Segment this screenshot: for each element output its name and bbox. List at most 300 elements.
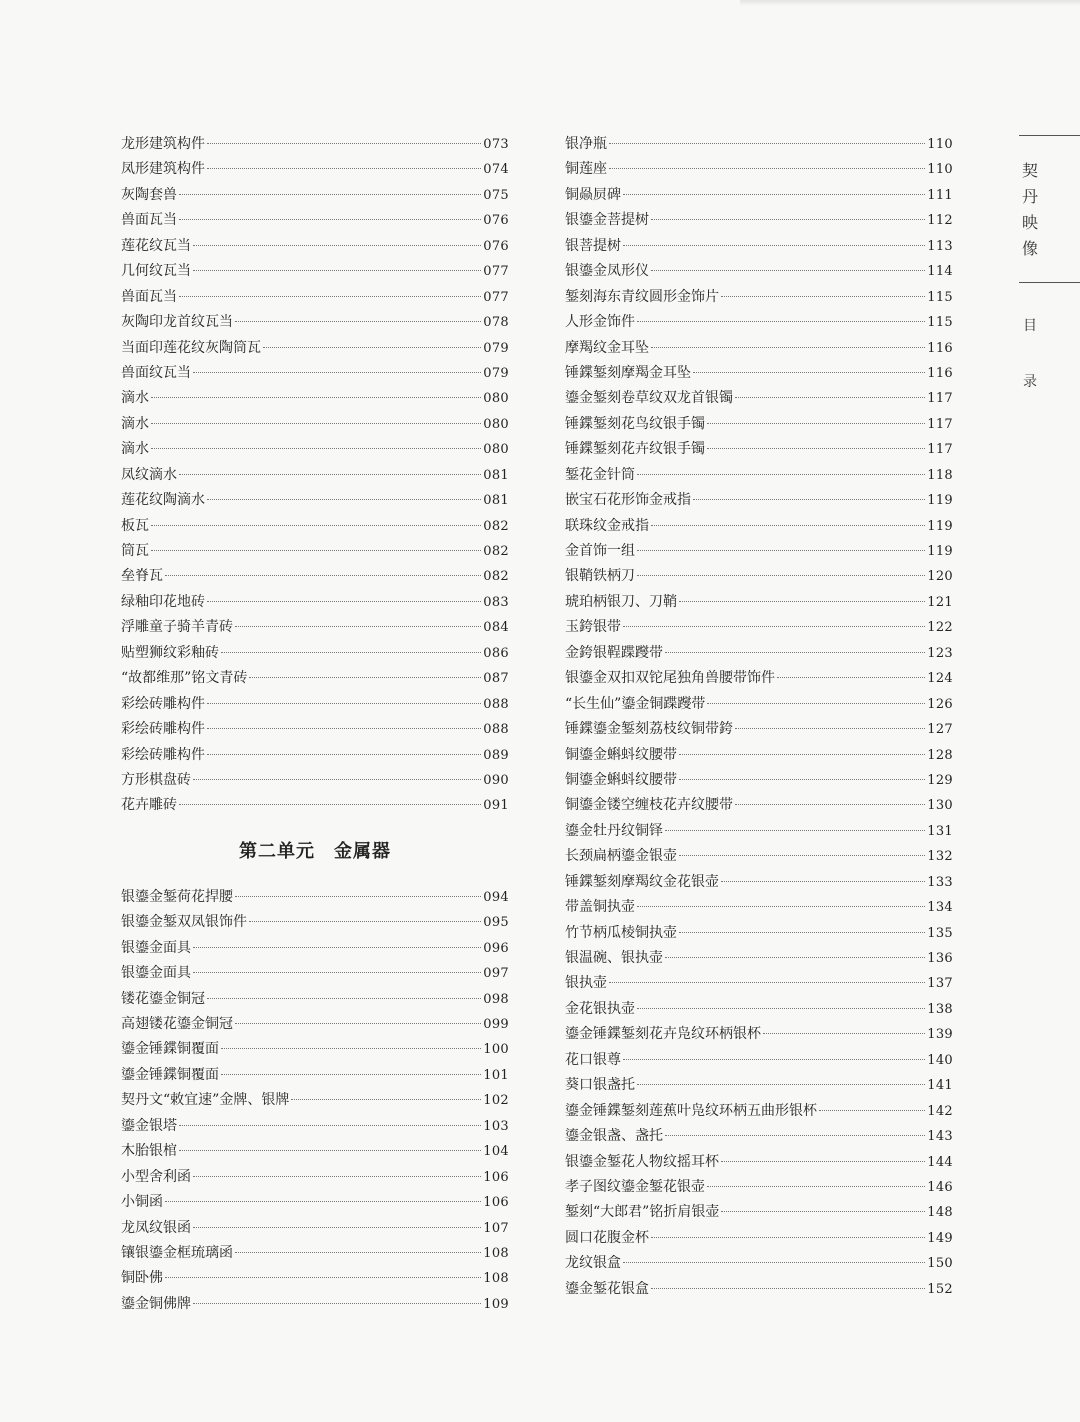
toc-entry-page: 132 [927, 849, 953, 865]
toc-entry-page: 148 [927, 1205, 953, 1221]
toc-entry [565, 539, 953, 564]
toc-entry-page: 095 [483, 915, 509, 931]
toc-leader-dots [179, 296, 481, 297]
toc-entry [121, 936, 509, 961]
toc-leader-dots [651, 347, 925, 348]
toc-list-continued [565, 132, 953, 1302]
toc-entry-title: 鎏金錾刻卷草纹双龙首银镯 [565, 390, 733, 407]
toc-entry-page: 104 [483, 1144, 509, 1160]
toc-leader-dots [207, 143, 481, 144]
toc-entry-page: 078 [483, 315, 509, 331]
toc-entry [565, 1022, 953, 1047]
toc-entry-title: 滴水 [121, 390, 149, 407]
toc-entry-title: 铜鎏金蝌蚪纹腰带 [565, 746, 677, 763]
toc-leader-dots [235, 1252, 481, 1253]
toc-entry-title: 彩绘砖雕构件 [121, 695, 205, 712]
toc-entry-page: 149 [927, 1230, 953, 1246]
toc-entry-title: 龙凤纹银函 [121, 1219, 191, 1236]
toc-entry [565, 1200, 953, 1225]
toc-entry-page: 082 [483, 518, 509, 534]
toc-entry-title: 小型舍利函 [121, 1168, 191, 1185]
toc-entry [121, 208, 509, 233]
toc-entry-title: 银鎏金面具 [121, 939, 191, 956]
toc-entry-page: 086 [483, 645, 509, 661]
toc-entry-title: 灰陶套兽 [121, 186, 177, 203]
toc-entry-page: 081 [483, 493, 509, 509]
toc-leader-dots [763, 1033, 925, 1034]
toc-entry-page: 097 [483, 966, 509, 982]
toc-leader-dots [207, 499, 481, 500]
toc-entry [565, 946, 953, 971]
toc-entry-title: 彩绘砖雕构件 [121, 746, 205, 763]
toc-entry-page: 121 [927, 594, 953, 610]
toc-entry [565, 412, 953, 437]
toc-entry [121, 132, 509, 157]
toc-entry [121, 910, 509, 935]
toc-entry [565, 768, 953, 793]
toc-entry-title: 莲花纹瓦当 [121, 237, 191, 254]
toc-leader-dots [623, 1262, 925, 1263]
toc-leader-dots [735, 397, 925, 398]
toc-entry [565, 386, 953, 411]
toc-entry-page: 106 [483, 1195, 509, 1211]
toc-entry-page: 150 [927, 1256, 953, 1272]
toc-entry-page: 120 [927, 569, 953, 585]
toc-entry [565, 1251, 953, 1276]
toc-entry-title: 花口银尊 [565, 1051, 621, 1068]
toc-entry-page: 119 [927, 493, 953, 509]
toc-entry-page: 135 [927, 925, 953, 941]
toc-leader-dots [679, 779, 925, 780]
toc-entry-title: 浮雕童子骑羊青砖 [121, 619, 233, 636]
toc-entry-page: 087 [483, 671, 509, 687]
toc-entry-page: 081 [483, 467, 509, 483]
toc-entry-title: 银鎏金面具 [121, 965, 191, 982]
toc-entry [565, 641, 953, 666]
toc-leader-dots [721, 1161, 925, 1162]
toc-entry-title: 鎏金錾花银盒 [565, 1280, 649, 1297]
toc-entry [121, 285, 509, 310]
toc-entry-title: 银执壶 [565, 975, 607, 992]
sidebar-section-label-mu: 目 [1023, 318, 1037, 334]
toc-leader-dots [679, 601, 925, 602]
toc-leader-dots [637, 575, 925, 576]
toc-entry [565, 921, 953, 946]
toc-leader-dots [151, 423, 481, 424]
toc-entry-page: 091 [483, 798, 509, 814]
toc-entry-page: 133 [927, 874, 953, 890]
toc-entry-title: 高翅镂花鎏金铜冠 [121, 1016, 233, 1032]
toc-leader-dots [819, 1110, 925, 1111]
toc-entry-title: 镶银鎏金框琉璃函 [121, 1244, 233, 1261]
toc-entry-title: 玉銙银带 [565, 619, 621, 636]
toc-leader-dots [193, 972, 481, 973]
toc-entry-title: 筒瓦 [121, 543, 149, 559]
toc-leader-dots [193, 270, 481, 271]
toc-entry-page: 140 [927, 1052, 953, 1068]
toc-entry-title: 錾刻“大郎君”铭折肩银壶 [565, 1204, 720, 1221]
page-top-shadow [740, 0, 1080, 6]
toc-entry-title: 摩羯纹金耳坠 [565, 339, 649, 356]
toc-entry-page: 096 [483, 940, 509, 956]
toc-entry [565, 259, 953, 284]
toc-entry-title: 龙形建筑构件 [121, 136, 205, 152]
toc-leader-dots [623, 245, 925, 246]
toc-leader-dots [235, 1023, 481, 1024]
toc-entry-page: 126 [927, 696, 953, 712]
toc-leader-dots [637, 906, 925, 907]
toc-leader-dots [637, 321, 925, 322]
toc-leader-dots [207, 601, 481, 602]
toc-entry-page: 109 [483, 1296, 509, 1312]
toc-entry [121, 157, 509, 182]
toc-entry [565, 1048, 953, 1073]
toc-entry-title: 铜鎏金蝌蚪纹腰带 [565, 771, 677, 788]
toc-entry [121, 1114, 509, 1139]
toc-entry-title: 锤鍱錾刻花卉纹银手镯 [565, 441, 705, 458]
toc-entry [565, 157, 953, 182]
toc-entry-page: 123 [927, 645, 953, 661]
toc-entry-title: 圆口花腹金杯 [565, 1229, 649, 1246]
toc-entry [121, 361, 509, 386]
toc-entry-page: 136 [927, 951, 953, 966]
toc-entry-title: 葵口银盏托 [565, 1077, 635, 1094]
toc-entry [565, 336, 953, 361]
toc-entry-title: 鎏金牡丹纹铜铎 [565, 822, 663, 839]
toc-entry-title: 锤鍱錾刻摩羯纹金花银壶 [565, 873, 719, 890]
toc-entry [121, 259, 509, 284]
toc-entry-title: 龙纹银盒 [565, 1255, 621, 1272]
toc-entry [565, 1150, 953, 1175]
toc-leader-dots [609, 982, 925, 983]
toc-entry-title: 兽面瓦当 [121, 212, 177, 229]
toc-entry-page: 146 [927, 1179, 953, 1195]
toc-entry [565, 997, 953, 1022]
toc-leader-dots [179, 804, 481, 805]
toc-leader-dots [193, 372, 481, 373]
toc-leader-dots [777, 677, 925, 678]
toc-leader-dots [665, 1135, 925, 1136]
toc-entry-title: 鎏金锤鍱錾刻花卉凫纹环柄银杯 [565, 1026, 761, 1043]
toc-entry-page: 101 [483, 1067, 509, 1083]
toc-leader-dots [151, 550, 481, 551]
toc-list-unit-two [121, 885, 509, 1317]
toc-entry-title: “长生仙”鎏金铜蹀躞带 [565, 695, 706, 712]
toc-entry-page: 115 [927, 289, 953, 305]
toc-leader-dots [609, 168, 925, 169]
toc-leader-dots [707, 1186, 925, 1187]
toc-entry-title: 铜卧佛 [121, 1270, 163, 1287]
toc-leader-dots [637, 474, 925, 475]
toc-entry-page: 079 [483, 340, 509, 356]
toc-entry [565, 1226, 953, 1251]
toc-entry-title: 当面印莲花纹灰陶筒瓦 [121, 339, 261, 356]
toc-entry [565, 488, 953, 513]
toc-entry-title: 金首饰一组 [565, 543, 635, 559]
toc-leader-dots [707, 703, 925, 704]
toc-leader-dots [193, 245, 481, 246]
toc-entry [121, 717, 509, 742]
toc-leader-dots [249, 921, 481, 922]
toc-entry-title: 绿釉印花地砖 [121, 593, 205, 610]
toc-entry-title: 鎏金银盏、盏托 [565, 1128, 663, 1145]
toc-entry-title: 板瓦 [121, 517, 149, 534]
toc-entry [565, 183, 953, 208]
toc-entry-page: 080 [483, 416, 509, 432]
toc-entry-page: 088 [483, 722, 509, 738]
toc-entry-page: 130 [927, 798, 953, 814]
toc-entry-page: 077 [483, 264, 509, 280]
toc-entry [565, 1124, 953, 1149]
toc-entry [565, 1277, 953, 1302]
toc-entry-page: 119 [927, 518, 953, 534]
toc-leader-dots [735, 804, 925, 805]
toc-entry [565, 844, 953, 869]
toc-entry-title: 莲花纹陶滴水 [121, 492, 205, 509]
toc-leader-dots [679, 754, 925, 755]
toc-entry-page: 118 [927, 467, 953, 483]
toc-entry [121, 1012, 509, 1037]
toc-entry [121, 1165, 509, 1190]
toc-entry-title: 竹节柄瓜棱铜执壶 [565, 924, 677, 941]
toc-entry-title: 锤鍱錾刻摩羯金耳坠 [565, 364, 691, 381]
toc-leader-dots [207, 703, 481, 704]
toc-entry [565, 590, 953, 615]
toc-entry-title: 锤鍱鎏金錾刻荔枝纹铜带銙 [565, 721, 733, 738]
toc-entry [121, 386, 509, 411]
toc-entry [121, 768, 509, 793]
toc-entry-title: 灰陶印龙首纹瓦当 [121, 314, 233, 331]
toc-leader-dots [249, 677, 481, 678]
toc-leader-dots [151, 525, 481, 526]
toc-entry-page: 076 [483, 238, 509, 254]
toc-entry-page: 138 [927, 1001, 953, 1017]
toc-entry-title: 银鎏金錾双凤银饰件 [121, 914, 247, 931]
toc-entry-title: 兽面瓦当 [121, 288, 177, 305]
toc-entry-page: 152 [927, 1281, 953, 1297]
sidebar-rule-top [1019, 135, 1080, 136]
toc-leader-dots [651, 1237, 925, 1238]
toc-leader-dots [193, 947, 481, 948]
toc-entry-page: 090 [483, 772, 509, 788]
toc-entry-page: 144 [927, 1154, 953, 1170]
toc-entry-title: 契丹文“敕宜速”金牌、银牌 [121, 1092, 290, 1109]
toc-entry-page: 137 [927, 976, 953, 992]
toc-entry-page: 122 [927, 620, 953, 636]
toc-entry [565, 1073, 953, 1098]
toc-entry [121, 885, 509, 910]
toc-entry-page: 143 [927, 1129, 953, 1145]
toc-leader-dots [151, 397, 481, 398]
toc-entry [565, 819, 953, 844]
toc-entry-title: 长颈扁柄鎏金银壶 [565, 848, 677, 865]
toc-list-unit-one [121, 132, 509, 819]
toc-entry-title: 垒脊瓦 [121, 568, 163, 585]
toc-entry-title: 银鞘铁柄刀 [565, 568, 635, 585]
toc-entry-title: 银鎏金錾花人物纹摇耳杯 [565, 1153, 719, 1170]
toc-entry-title: 银鎏金菩提树 [565, 212, 649, 229]
toc-entry-page: 080 [483, 391, 509, 407]
toc-entry [121, 1216, 509, 1241]
toc-entry-page: 083 [483, 594, 509, 610]
toc-entry [565, 895, 953, 920]
toc-leader-dots [235, 896, 481, 897]
toc-entry-page: 076 [483, 213, 509, 229]
toc-leader-dots [665, 830, 925, 831]
toc-leader-dots [221, 652, 481, 653]
toc-leader-dots [707, 423, 925, 424]
toc-leader-dots [291, 1099, 481, 1100]
toc-entry-page: 079 [483, 365, 509, 381]
toc-entry [121, 987, 509, 1012]
toc-leader-dots [179, 194, 481, 195]
toc-entry [565, 717, 953, 742]
toc-entry-title: “故都维那”铭文青砖 [121, 670, 248, 687]
toc-leader-dots [179, 1125, 481, 1126]
toc-entry-page: 114 [927, 264, 953, 280]
toc-entry [565, 1099, 953, 1124]
toc-entry-page: 116 [927, 365, 953, 381]
toc-entry [121, 1063, 509, 1088]
toc-entry-page: 139 [927, 1027, 953, 1043]
toc-entry [121, 514, 509, 539]
toc-entry [565, 564, 953, 589]
toc-entry [565, 1175, 953, 1200]
toc-entry-page: 129 [927, 772, 953, 788]
toc-entry-title: 鎏金银塔 [121, 1117, 177, 1134]
sidebar-rule-bottom [1019, 282, 1080, 283]
toc-entry-title: 银鎏金双扣双铊尾独角兽腰带饰件 [565, 670, 775, 687]
toc-entry-title: 金銙银鞓蹀躞带 [565, 644, 663, 661]
toc-entry [565, 285, 953, 310]
toc-entry-title: 镂花鎏金铜冠 [121, 990, 205, 1007]
toc-entry [121, 1241, 509, 1266]
toc-entry-page: 117 [927, 416, 953, 432]
toc-entry-page: 110 [927, 162, 953, 178]
section-heading-unit-two: 第二单元 金属器 [239, 840, 391, 862]
toc-entry-title: 银菩提树 [565, 237, 621, 254]
toc-entry [121, 1190, 509, 1215]
toc-entry-page: 100 [483, 1042, 509, 1058]
toc-entry [565, 971, 953, 996]
toc-leader-dots [651, 219, 925, 220]
toc-entry [565, 793, 953, 818]
toc-leader-dots [665, 957, 925, 958]
toc-entry [121, 183, 509, 208]
toc-leader-dots [623, 194, 925, 195]
toc-entry [121, 961, 509, 986]
toc-entry-page: 116 [927, 340, 953, 356]
toc-entry [565, 208, 953, 233]
toc-entry-title: 几何纹瓦当 [121, 263, 191, 280]
toc-leader-dots [179, 219, 481, 220]
toc-entry-page: 089 [483, 747, 509, 763]
toc-entry-page: 119 [927, 544, 953, 559]
toc-entry-title: 联珠纹金戒指 [565, 517, 649, 534]
toc-leader-dots [235, 321, 481, 322]
toc-entry-title: 凤纹滴水 [121, 466, 177, 483]
toc-entry-title: 琥珀柄银刀、刀鞘 [565, 593, 677, 610]
toc-leader-dots [207, 998, 481, 999]
toc-leader-dots [193, 779, 481, 780]
toc-leader-dots [165, 1201, 481, 1202]
toc-entry-title: 小铜函 [121, 1194, 163, 1211]
toc-leader-dots [193, 1176, 481, 1177]
toc-leader-dots [665, 652, 925, 653]
toc-entry [121, 1088, 509, 1113]
toc-leader-dots [679, 932, 925, 933]
toc-leader-dots [221, 1074, 481, 1075]
toc-entry [121, 310, 509, 335]
toc-entry-page: 082 [483, 569, 509, 585]
sidebar-section-label-lu: 录 [1023, 374, 1037, 390]
toc-entry-title: 花卉雕砖 [121, 797, 177, 814]
toc-leader-dots [693, 499, 925, 500]
toc-entry-title: 滴水 [121, 415, 149, 432]
toc-entry-page: 080 [483, 442, 509, 458]
toc-leader-dots [221, 1048, 481, 1049]
toc-entry-page: 084 [483, 620, 509, 636]
toc-entry-page: 108 [483, 1245, 509, 1261]
toc-entry-title: 兽面纹瓦当 [121, 364, 191, 381]
toc-leader-dots [679, 855, 925, 856]
toc-leader-dots [165, 1277, 481, 1278]
toc-entry [121, 336, 509, 361]
toc-entry-title: 錾刻海东青纹圆形金饰片 [565, 288, 719, 305]
toc-entry-title: 贴塑狮纹彩釉砖 [121, 644, 219, 661]
toc-entry-page: 102 [483, 1093, 509, 1109]
toc-entry [565, 132, 953, 157]
toc-entry [121, 412, 509, 437]
toc-entry-page: 103 [483, 1118, 509, 1134]
toc-entry [565, 310, 953, 335]
toc-entry-page: 107 [483, 1220, 509, 1236]
toc-leader-dots [637, 1008, 925, 1009]
toc-entry-title: 铜鎏金镂空缠枝花卉纹腰带 [565, 797, 733, 814]
toc-entry-page: 113 [927, 238, 953, 254]
toc-leader-dots [651, 270, 925, 271]
toc-entry-title: 银鎏金凤形仪 [565, 263, 649, 280]
toc-entry [121, 463, 509, 488]
toc-leader-dots [721, 296, 925, 297]
toc-leader-dots [193, 1303, 481, 1304]
toc-leader-dots [165, 575, 481, 576]
toc-entry [121, 590, 509, 615]
toc-entry-page: 115 [927, 315, 953, 331]
toc-entry-title: 带盖铜执壶 [565, 899, 635, 916]
toc-leader-dots [207, 168, 481, 169]
toc-entry [565, 361, 953, 386]
toc-entry-title: 金花银执壶 [565, 1000, 635, 1017]
toc-entry [121, 1037, 509, 1062]
toc-entry-title: 铜莲座 [565, 161, 607, 178]
toc-entry-title: 彩绘砖雕构件 [121, 721, 205, 738]
toc-entry-title: 铜赑屃碑 [565, 186, 621, 203]
toc-leader-dots [207, 728, 481, 729]
toc-entry [121, 488, 509, 513]
toc-entry-title: 孝子图纹鎏金錾花银壶 [565, 1178, 705, 1195]
toc-leader-dots [651, 525, 925, 526]
toc-leader-dots [207, 754, 481, 755]
toc-entry [121, 666, 509, 691]
toc-entry [121, 437, 509, 462]
toc-entry-page: 098 [483, 991, 509, 1007]
toc-entry [121, 615, 509, 640]
toc-entry-title: 鎏金锤鍱铜覆面 [121, 1066, 219, 1083]
toc-entry [121, 539, 509, 564]
toc-entry [121, 743, 509, 768]
toc-entry-page: 073 [483, 137, 509, 152]
